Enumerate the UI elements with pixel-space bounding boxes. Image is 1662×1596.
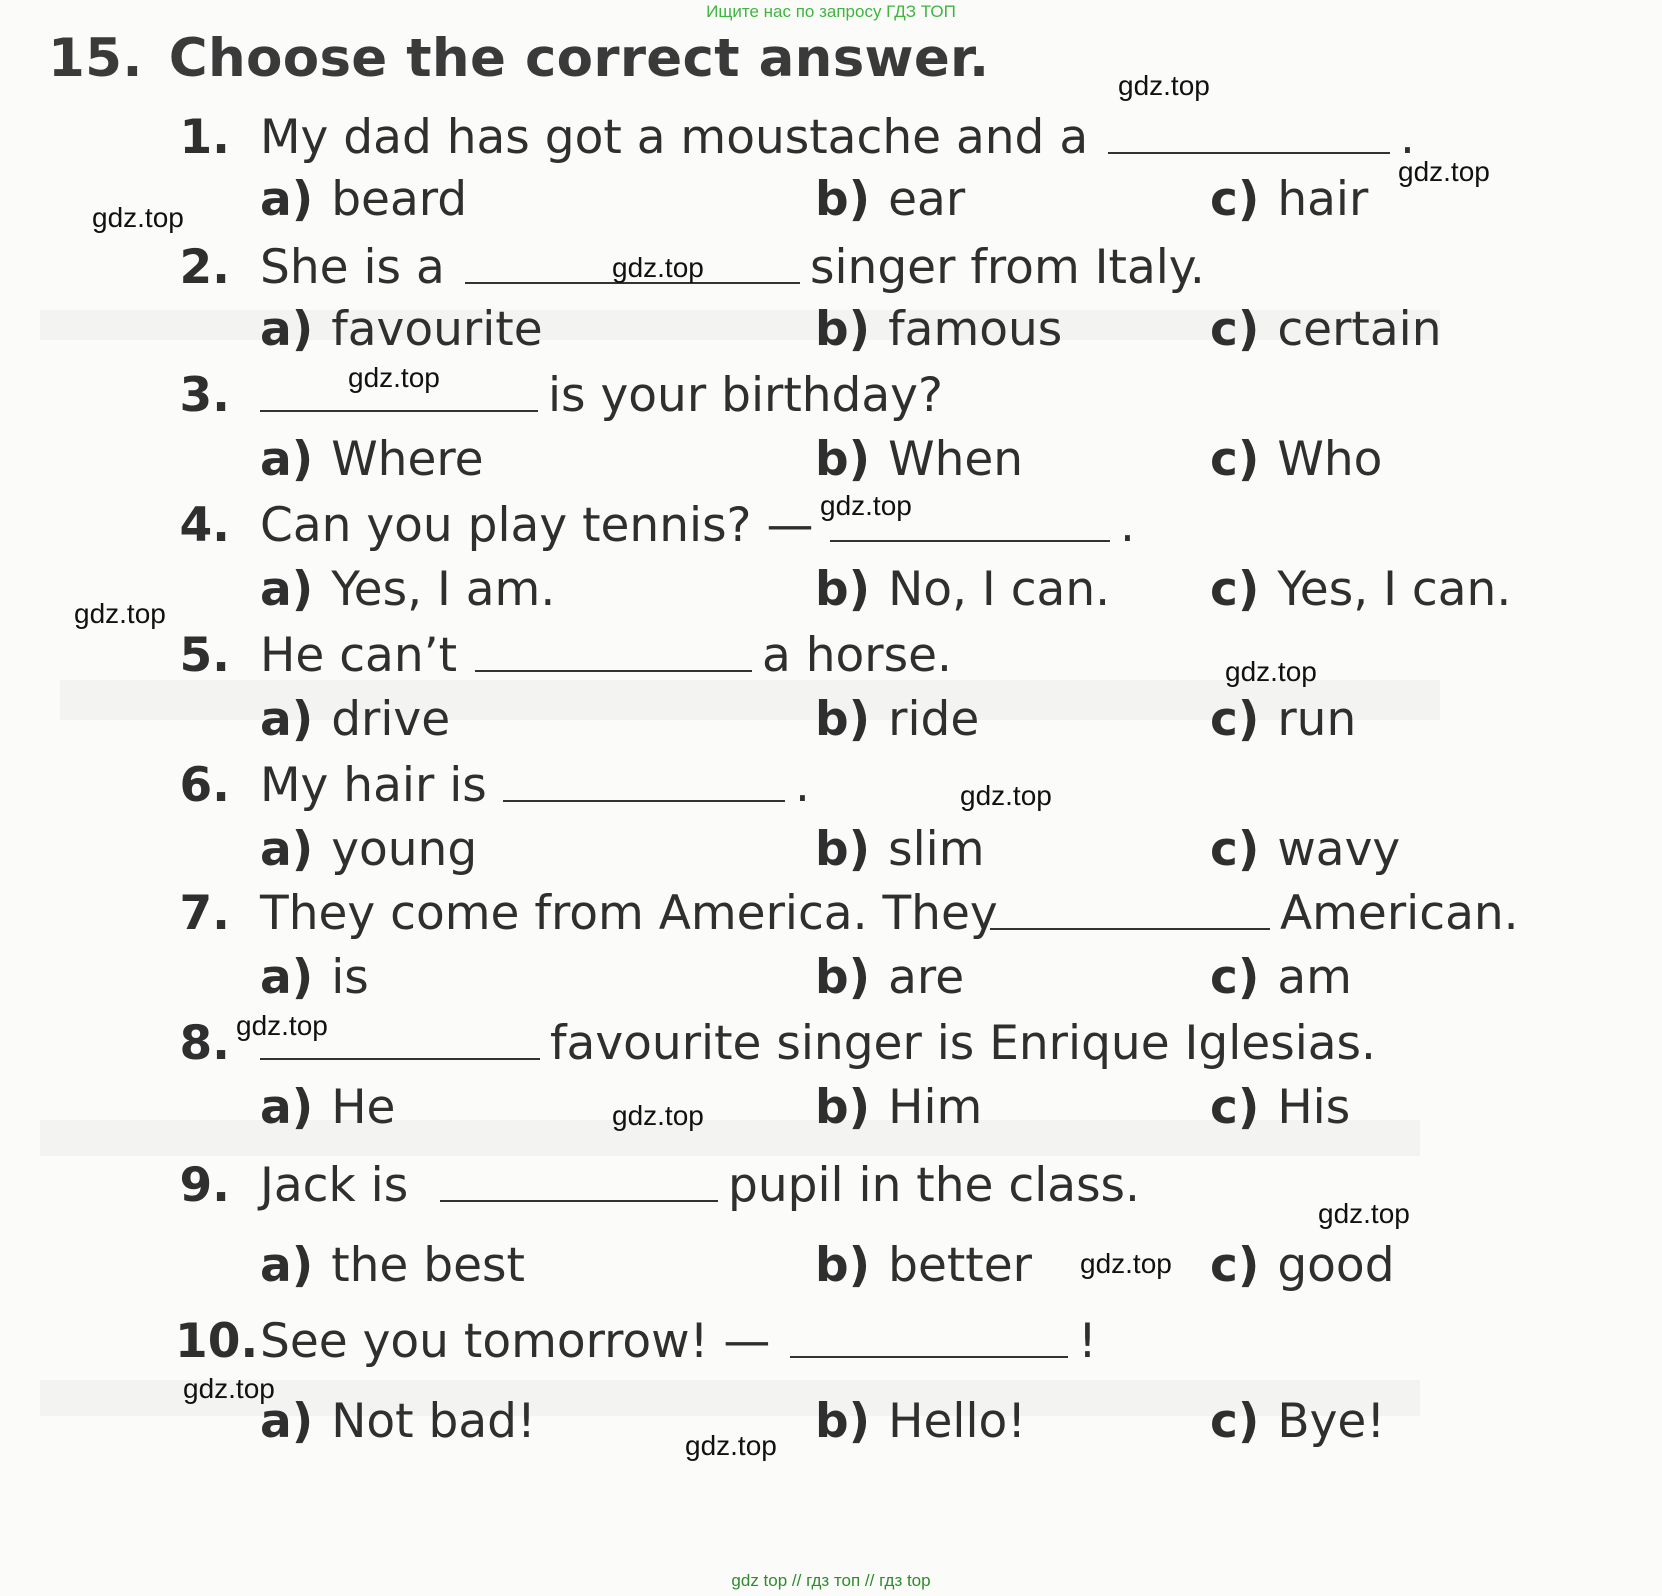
option-text: Hello! xyxy=(888,1394,1027,1449)
option-text: Yes, I am. xyxy=(331,562,556,617)
answer-option[interactable] xyxy=(1210,822,1400,877)
exercise-number: 15. xyxy=(48,28,143,89)
answer-blank[interactable] xyxy=(260,410,538,412)
option-letter: a) xyxy=(260,432,314,487)
option-text: Bye! xyxy=(1277,1394,1386,1449)
answer-blank[interactable] xyxy=(260,1058,540,1060)
answer-option[interactable] xyxy=(260,1080,395,1135)
option-text: famous xyxy=(888,302,1063,357)
option-text: Him xyxy=(888,1080,983,1135)
watermark-text: gdz.top xyxy=(612,252,704,283)
option-text: beard xyxy=(331,172,468,227)
option-text: run xyxy=(1277,692,1357,747)
option-text: hair xyxy=(1277,172,1369,227)
answer-option[interactable] xyxy=(1210,432,1382,487)
option-text: When xyxy=(888,432,1024,487)
option-letter: b) xyxy=(815,1238,871,1293)
option-letter: a) xyxy=(260,692,314,747)
option-text: ride xyxy=(888,692,980,747)
question-number: 7. xyxy=(179,886,230,941)
answer-option[interactable] xyxy=(260,822,477,877)
question-text-after: favourite singer is Enrique Iglesias. xyxy=(550,1016,1376,1071)
question-text-after: . xyxy=(795,758,810,813)
answer-option[interactable] xyxy=(260,302,543,357)
option-text: He xyxy=(331,1080,396,1135)
answer-option[interactable] xyxy=(815,302,1062,357)
watermark-text: gdz.top xyxy=(92,202,184,233)
option-letter: c) xyxy=(1210,950,1260,1005)
option-letter: c) xyxy=(1210,302,1260,357)
answer-option[interactable] xyxy=(260,1394,536,1449)
answer-option[interactable] xyxy=(815,1238,1032,1293)
option-letter: b) xyxy=(815,950,871,1005)
answer-option[interactable] xyxy=(1210,302,1442,357)
watermark-text: gdz.top xyxy=(183,1373,275,1404)
watermark-text: gdz.top xyxy=(348,362,440,393)
option-letter: c) xyxy=(1210,1238,1260,1293)
question-number: 10. xyxy=(175,1314,259,1369)
watermark-text: gdz.top xyxy=(1118,70,1210,101)
watermark-text: gdz.top xyxy=(685,1430,777,1461)
option-text: the best xyxy=(331,1238,525,1293)
question-number: 5. xyxy=(179,628,230,683)
option-text: are xyxy=(888,950,965,1005)
option-text: No, I can. xyxy=(888,562,1111,617)
answer-option[interactable] xyxy=(260,172,467,227)
option-letter: c) xyxy=(1210,692,1260,747)
answer-option[interactable] xyxy=(1210,692,1356,747)
watermark-text: gdz.top xyxy=(1080,1248,1172,1279)
question-text-before: They come from America. They xyxy=(260,886,998,941)
option-text: favourite xyxy=(331,302,543,357)
question-text-after: . xyxy=(1120,498,1135,553)
option-letter: c) xyxy=(1210,562,1260,617)
answer-option[interactable] xyxy=(815,1080,982,1135)
option-text: Where xyxy=(331,432,484,487)
watermark-text: gdz.top xyxy=(74,598,166,629)
answer-blank[interactable] xyxy=(830,540,1110,542)
question-text-before: See you tomorrow! — xyxy=(260,1314,771,1369)
question-number: 1. xyxy=(179,110,230,165)
answer-option[interactable] xyxy=(260,562,555,617)
question-text-before: My hair is xyxy=(260,758,487,813)
option-letter: c) xyxy=(1210,432,1260,487)
exercise-heading xyxy=(48,28,989,89)
answer-option[interactable] xyxy=(260,950,369,1005)
watermark-text: gdz.top xyxy=(236,1010,328,1041)
answer-option[interactable] xyxy=(815,432,1023,487)
question-text-after: singer from Italy. xyxy=(810,240,1205,295)
option-letter: a) xyxy=(260,1394,314,1449)
exercise-title: Choose the correct answer. xyxy=(168,28,990,89)
watermark-text: gdz.top xyxy=(820,490,912,521)
answer-blank[interactable] xyxy=(503,800,785,802)
option-text: wavy xyxy=(1277,822,1401,877)
option-letter: a) xyxy=(260,562,314,617)
watermark-text: gdz.top xyxy=(612,1100,704,1131)
question-text-after: a horse. xyxy=(762,628,952,683)
option-letter: c) xyxy=(1210,822,1260,877)
option-letter: b) xyxy=(815,1394,871,1449)
question-number: 3. xyxy=(179,368,230,423)
question-number: 2. xyxy=(179,240,230,295)
top-banner[interactable]: Ищите нас по запросу ГДЗ ТОП xyxy=(706,2,956,21)
option-letter: b) xyxy=(815,302,871,357)
option-letter: a) xyxy=(260,950,314,1005)
option-letter: b) xyxy=(815,692,871,747)
option-text: young xyxy=(331,822,478,877)
option-letter: b) xyxy=(815,822,871,877)
question-text-after: . xyxy=(1400,110,1415,165)
watermark-text: gdz.top xyxy=(1398,156,1490,187)
option-text: drive xyxy=(331,692,451,747)
option-text: is xyxy=(331,950,369,1005)
option-text: good xyxy=(1277,1238,1395,1293)
question-text-before: Can you play tennis? — xyxy=(260,498,814,553)
answer-option[interactable] xyxy=(815,822,985,877)
option-letter: b) xyxy=(815,172,871,227)
answer-blank[interactable] xyxy=(475,670,752,672)
answer-option[interactable] xyxy=(815,692,979,747)
question-text-before: She is a xyxy=(260,240,445,295)
question-text-before: My dad has got a moustache and a xyxy=(260,110,1089,165)
option-letter: a) xyxy=(260,822,314,877)
question-text-after: is your birthday? xyxy=(548,368,943,423)
answer-blank[interactable] xyxy=(440,1200,718,1202)
option-text: Not bad! xyxy=(331,1394,536,1449)
option-text: certain xyxy=(1277,302,1442,357)
option-text: better xyxy=(888,1238,1032,1293)
question-text-after: American. xyxy=(1280,886,1519,941)
option-letter: a) xyxy=(260,302,314,357)
question-number: 9. xyxy=(179,1158,230,1213)
option-letter: b) xyxy=(815,432,871,487)
option-text: His xyxy=(1277,1080,1351,1135)
option-text: ear xyxy=(888,172,966,227)
answer-option[interactable] xyxy=(815,562,1110,617)
answer-blank[interactable] xyxy=(1108,152,1390,154)
option-text: slim xyxy=(888,822,985,877)
watermark-text: gdz.top xyxy=(1225,656,1317,687)
question-number: 8. xyxy=(179,1016,230,1071)
option-letter: a) xyxy=(260,1238,314,1293)
answer-option[interactable] xyxy=(815,950,964,1005)
option-text: Yes, I can. xyxy=(1277,562,1512,617)
answer-option[interactable] xyxy=(260,1238,525,1293)
footer[interactable]: gdz top // гдз топ // гдз top xyxy=(731,1571,931,1590)
question-text-after: ! xyxy=(1078,1314,1097,1369)
option-letter: c) xyxy=(1210,1080,1260,1135)
answer-option[interactable] xyxy=(1210,950,1352,1005)
answer-option[interactable] xyxy=(1210,1080,1350,1135)
question-number: 6. xyxy=(179,758,230,813)
option-letter: a) xyxy=(260,1080,314,1135)
answer-blank[interactable] xyxy=(790,1356,1068,1358)
question-number: 4. xyxy=(179,498,230,553)
answer-option[interactable] xyxy=(1210,172,1368,227)
answer-option[interactable] xyxy=(815,172,965,227)
option-letter: b) xyxy=(815,1080,871,1135)
answer-option[interactable] xyxy=(260,692,450,747)
answer-option[interactable] xyxy=(260,432,484,487)
option-letter: a) xyxy=(260,172,314,227)
option-text: Who xyxy=(1277,432,1383,487)
answer-option[interactable] xyxy=(1210,562,1511,617)
question-text-before: He can’t xyxy=(260,628,457,683)
watermark-text: gdz.top xyxy=(1318,1198,1410,1229)
option-letter: c) xyxy=(1210,172,1260,227)
option-letter: c) xyxy=(1210,1394,1260,1449)
question-text-after: pupil in the class. xyxy=(728,1158,1140,1213)
option-letter: b) xyxy=(815,562,871,617)
answer-option[interactable] xyxy=(815,1394,1026,1449)
option-text: am xyxy=(1277,950,1352,1005)
question-text-before: Jack is xyxy=(260,1158,409,1213)
watermark-text: gdz.top xyxy=(960,780,1052,811)
answer-option[interactable] xyxy=(1210,1238,1395,1293)
answer-option[interactable] xyxy=(1210,1394,1385,1449)
answer-blank[interactable] xyxy=(990,928,1270,930)
